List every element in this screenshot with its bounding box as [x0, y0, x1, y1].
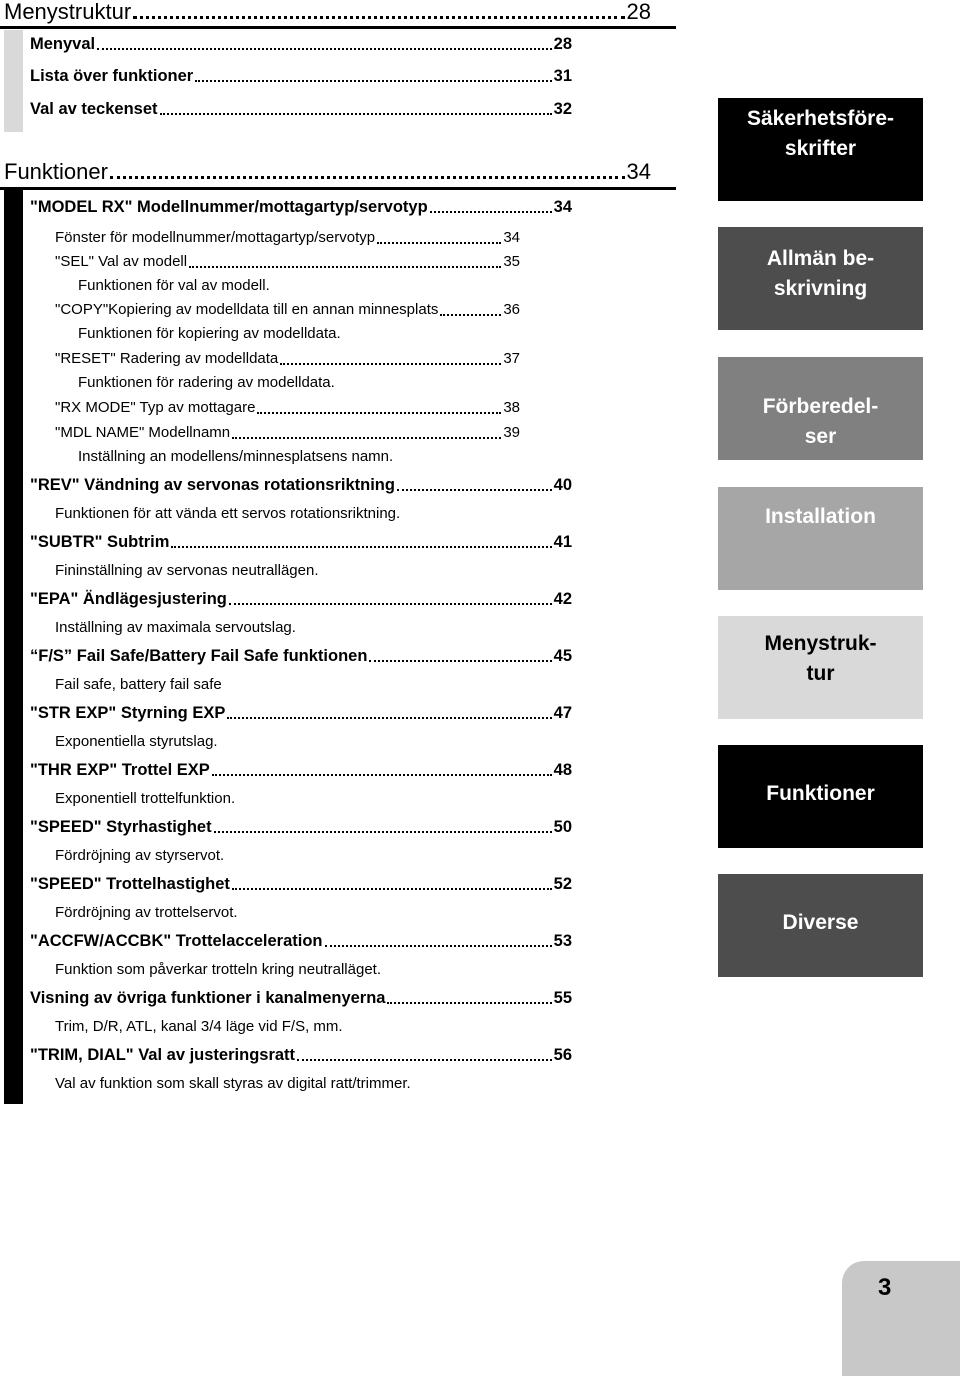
toc-description: Inställning av maximala servoutslag. [55, 619, 296, 636]
section-header-funktioner [4, 160, 651, 184]
toc-row[interactable] [30, 988, 572, 1008]
toc-row-page: 28 [553, 35, 572, 53]
toc-row-label: Fönster för modellnummer/mottagartyp/servotyp [55, 229, 376, 246]
toc-row-label: "STR EXP" Styrning EXP [30, 704, 226, 722]
toc-row-page: 45 [553, 647, 572, 665]
toc-row-label: "THR EXP" Trottel EXP [30, 761, 210, 779]
toc-row[interactable] [30, 931, 572, 951]
leader-dots [133, 16, 624, 19]
tab-label: Funktioner [766, 782, 875, 805]
leader-dots [160, 113, 552, 115]
toc-row-label: "MDL NAME" Modellnamn [55, 424, 231, 441]
tab-label: Installation [765, 505, 876, 528]
tab-forberedelser[interactable] [718, 357, 923, 460]
toc-row-label: "REV" Vändning av servonas rotationsriktning [30, 476, 395, 494]
toc-row-label: "MODEL RX" Modellnummer/mottagartyp/servotyp [30, 198, 428, 216]
tab-funktioner[interactable] [718, 745, 923, 848]
leader-dots [227, 717, 551, 719]
leader-dots [214, 831, 552, 833]
section-title: Funktioner [4, 159, 108, 184]
toc-row[interactable] [30, 66, 572, 86]
toc-row-label: "TRIM, DIAL" Val av justeringsratt [30, 1046, 296, 1064]
leader-dots [397, 489, 552, 491]
toc-row-page: 47 [553, 704, 572, 722]
toc-row-label: "RX MODE" Typ av mottagare [55, 399, 256, 416]
leader-dots [189, 266, 501, 268]
tab-label: Säkerhetsföre- [746, 107, 895, 130]
tab-diverse[interactable] [718, 874, 923, 977]
toc-row-page: 35 [503, 253, 520, 270]
toc-subrow[interactable] [55, 252, 520, 272]
toc-description: Exponentiella styrutslag. [55, 733, 218, 750]
toc-row[interactable] [30, 475, 572, 495]
section-side-bar [4, 30, 23, 132]
toc-row-label: "COPY"Kopiering av modelldata till en annan minnesplats [55, 301, 439, 318]
leader-dots [387, 1002, 551, 1004]
toc-row-label: "SPEED" Styrhastighet [30, 818, 212, 836]
tab-menystruktur[interactable] [718, 616, 923, 719]
leader-dots [257, 412, 501, 414]
toc-subrow[interactable] [55, 349, 520, 369]
leader-dots [232, 888, 552, 890]
toc-description: Exponentiell trottelfunktion. [55, 790, 236, 807]
leader-dots [229, 603, 552, 605]
toc-description: Fördröjning av styrservot. [55, 847, 225, 864]
leader-dots [377, 242, 501, 244]
toc-description: Trim, D/R, ATL, kanal 3/4 läge vid F/S, mm. [55, 1018, 343, 1035]
toc-row-page: 38 [503, 399, 520, 416]
toc-row-page: 55 [553, 989, 572, 1007]
toc-row-label: "ACCFW/ACCBK" Trottelacceleration [30, 932, 323, 950]
section-page: 28 [626, 0, 651, 24]
toc-row-page: 41 [553, 533, 572, 551]
toc-row-label: Val av teckenset [30, 100, 158, 118]
toc-row-page: 36 [503, 301, 520, 318]
toc-row[interactable] [30, 874, 572, 894]
toc-row[interactable] [30, 817, 572, 837]
leader-dots [297, 1059, 552, 1061]
tab-label: skrivning [773, 277, 868, 300]
page-number: 3 [878, 1274, 892, 1301]
toc-row-label: Menyval [30, 35, 96, 53]
toc-row[interactable] [30, 197, 572, 217]
toc-row-label: Lista över funktioner [30, 67, 194, 85]
toc-row[interactable] [30, 532, 572, 552]
toc-row-page: 34 [553, 198, 572, 216]
tab-allman-beskrivning[interactable] [718, 227, 923, 330]
section-rule [0, 26, 676, 29]
toc-row-label: “F/S” Fail Safe/Battery Fail Safe funktionen [30, 647, 368, 665]
toc-row-label: Visning av övriga funktioner i kanalmenyerna [30, 989, 386, 1007]
toc-row-label: "SEL" Val av modell [55, 253, 188, 270]
leader-dots [97, 48, 552, 50]
toc-row-label: "SUBTR" Subtrim [30, 533, 170, 551]
section-rule [0, 187, 676, 190]
toc-row[interactable] [30, 589, 572, 609]
leader-dots [195, 80, 551, 82]
leader-dots [280, 363, 501, 365]
toc-row-page: 53 [553, 932, 572, 950]
toc-row[interactable] [30, 646, 572, 666]
toc-subrow[interactable] [55, 228, 520, 248]
leader-dots [171, 546, 551, 548]
toc-description: Funktionen för att vända ett servos rotationsriktning. [55, 505, 401, 522]
page-number-tab [842, 1261, 960, 1376]
toc-row-label: "EPA" Ändlägesjustering [30, 590, 227, 608]
toc-row[interactable] [30, 1045, 572, 1065]
toc-description: Fininställning av servonas neutrallägen. [55, 562, 319, 579]
toc-subrow[interactable] [55, 300, 520, 320]
leader-dots [430, 211, 552, 213]
toc-row-page: 34 [503, 229, 520, 246]
toc-row-label: "RESET" Radering av modelldata [55, 350, 279, 367]
section-header-menystruktur [4, 0, 651, 24]
toc-description: Val av funktion som skall styras av digital ratt/trimmer. [55, 1075, 411, 1092]
leader-dots [212, 774, 552, 776]
tab-sakerhetsforeskrifter[interactable] [718, 98, 923, 201]
leader-dots [325, 945, 552, 947]
toc-row-page: 40 [553, 476, 572, 494]
section-page: 34 [626, 159, 651, 184]
toc-row-page: 50 [553, 818, 572, 836]
toc-subrow[interactable] [55, 398, 520, 418]
toc-description: Fail safe, battery fail safe [55, 676, 222, 693]
tab-label: Diverse [782, 911, 859, 934]
toc-row-label: "SPEED" Trottelhastighet [30, 875, 230, 893]
leader-dots [440, 314, 501, 316]
toc-description: Inställning an modellens/minnesplatsens namn. [78, 448, 394, 465]
toc-row-page: 56 [553, 1046, 572, 1064]
toc-row[interactable] [30, 703, 572, 723]
toc-description: Funktion som påverkar trotteln kring neutralläget. [55, 961, 381, 978]
toc-row-page: 52 [553, 875, 572, 893]
leader-dots [110, 176, 625, 179]
toc-row-page: 42 [553, 590, 572, 608]
toc-subrow[interactable] [55, 423, 520, 443]
toc-row-page: 37 [503, 350, 520, 367]
tab-installation[interactable] [718, 487, 923, 590]
toc-row-page: 32 [553, 100, 572, 118]
toc-row[interactable] [30, 34, 572, 54]
toc-row-page: 48 [553, 761, 572, 779]
toc-row-page: 31 [553, 67, 572, 85]
leader-dots [369, 660, 551, 662]
toc-description: Funktionen för val av modell. [78, 277, 270, 294]
tab-label: ser [804, 425, 837, 448]
tab-label: Menystruk- [764, 632, 877, 655]
tab-label: tur [806, 662, 835, 685]
tab-label: skrifter [784, 137, 857, 160]
leader-dots [232, 437, 501, 439]
toc-description: Funktionen för kopiering av modelldata. [78, 325, 341, 342]
toc-row[interactable] [30, 760, 572, 780]
toc-row-page: 39 [503, 424, 520, 441]
tab-label: Allmän be- [766, 247, 875, 270]
tab-label: Förberedel- [762, 395, 879, 418]
toc-description: Fördröjning av trottelservot. [55, 904, 238, 921]
section-title: Menystruktur [4, 0, 132, 24]
section-side-bar [4, 190, 23, 1104]
toc-row[interactable] [30, 99, 572, 119]
toc-description: Funktionen för radering av modelldata. [78, 374, 335, 391]
